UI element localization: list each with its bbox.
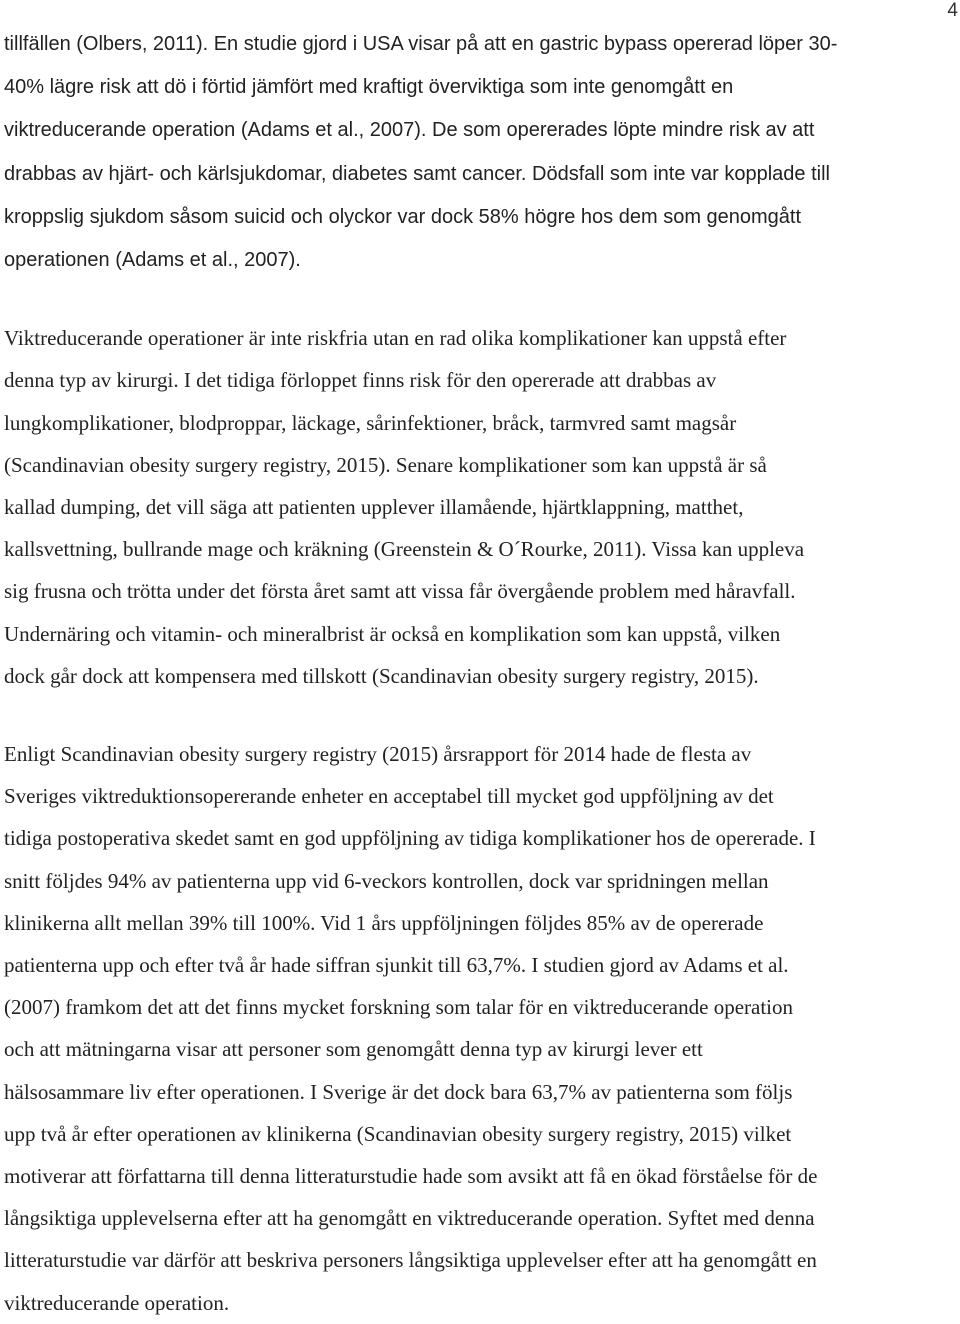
text-segment: klinikerna allt mellan 39% till 100%. Vid 1 års uppföljningen följdes 85% av de opererade	[4, 910, 764, 935]
text-line	[4, 22, 952, 65]
text-segment: tidiga postoperativa skedet samt en god uppföljning av tidiga komplikationer hos de opererade. I	[4, 826, 816, 851]
text-line	[4, 402, 952, 444]
text-segment: och att mätningarna visar att personer som genomgått denna typ av kirurgi lever ett	[4, 1037, 703, 1062]
text-line	[4, 944, 952, 986]
text-segment: patienterna upp och efter två år hade siffran sjunkit till 63,7%. I studien gjord av Adams et al.	[4, 953, 789, 978]
text-line	[4, 817, 952, 859]
text-segment: motiverar att författarna till denna litteraturstudie hade som avsikt att få en ökad förståelse för de	[4, 1164, 818, 1189]
text-line	[4, 238, 952, 281]
text-line	[4, 613, 952, 655]
text-line	[4, 65, 952, 108]
text-line	[4, 775, 952, 817]
text-segment: Undernäring och vitamin- och mineralbrist är också en komplikation som kan uppstå, vilken	[4, 621, 781, 646]
text-segment: Sveriges viktreduktionsopererande enheter en acceptabel till mycket god uppföljning av det	[4, 784, 774, 809]
body-text	[4, 22, 952, 1324]
text-line	[4, 108, 952, 151]
text-line	[4, 444, 952, 486]
text-line	[4, 986, 952, 1028]
page-number: 4	[947, 0, 958, 21]
text-line	[4, 570, 952, 612]
text-segment: sig frusna och trötta under det första året samt att vissa får övergående problem med håravfall.	[4, 579, 796, 604]
text-segment: operationen (Adams et al., 2007).	[4, 249, 301, 272]
text-segment: snitt följdes 94% av patienterna upp vid 6-veckors kontrollen, dock var spridningen mellan	[4, 868, 769, 893]
text-line	[4, 902, 952, 944]
text-segment: viktreducerande operation.	[4, 1290, 230, 1315]
text-line	[4, 1282, 952, 1324]
text-segment: viktreducerande operation (Adams et al., 2007). De som opererades löpte mindre risk av att	[4, 119, 815, 142]
text-line	[4, 733, 952, 775]
text-segment: Viktreducerande operationer är inte riskfria utan en rad olika komplikationer kan uppstå efter	[4, 326, 787, 351]
text-line	[4, 860, 952, 902]
text-line	[4, 1239, 952, 1281]
text-segment: drabbas av hjärt- och kärlsjukdomar, diabetes samt cancer. Dödsfall som inte var kopplade till	[4, 162, 830, 185]
text-line	[4, 1071, 952, 1113]
text-line	[4, 655, 952, 697]
paragraph-1	[4, 22, 952, 281]
text-segment: (2007) framkom det att det finns mycket forskning som talar för en viktreducerande operation	[4, 995, 793, 1020]
text-line	[4, 1113, 952, 1155]
text-line	[4, 528, 952, 570]
text-segment: långsiktiga upplevelserna efter att ha genomgått en viktreducerande operation. Syftet med denna	[4, 1206, 815, 1231]
text-segment: kroppslig sjukdom såsom suicid och olyckor var dock 58% högre hos dem som genomgått	[4, 205, 802, 228]
text-segment: (Scandinavian obesity surgery registry, 2015). Senare komplikationer som kan uppstå är så	[4, 452, 767, 477]
text-line	[4, 152, 952, 195]
text-segment: denna typ av kirurgi. I det tidiga förloppet finns risk för den opererade att drabbas av	[4, 368, 717, 393]
text-line	[4, 317, 952, 359]
text-segment: kallsvettning, bullrande mage och kräkning (Greenstein & O´Rourke, 2011). Vissa kan uppleva	[4, 537, 805, 562]
text-segment: litteraturstudie var därför att beskriva personers långsiktiga upplevelser efter att ha genomgått en	[4, 1248, 817, 1273]
text-segment: upp två år efter operationen av klinikerna (Scandinavian obesity surgery registry, 2015) vilket	[4, 1121, 792, 1146]
text-segment: tillfällen (Olbers, 2011). En studie gjord i USA visar på att en gastric bypass opererad löper 30-	[4, 33, 838, 55]
text-segment: 40% lägre risk att dö i förtid jämfört med kraftigt överviktiga som inte genomgått en	[4, 76, 734, 99]
text-segment: lungkomplikationer, blodproppar, läckage, sårinfektioner, bråck, tarmvred samt magsår	[4, 410, 737, 435]
text-line	[4, 1028, 952, 1070]
text-segment: Enligt Scandinavian obesity surgery registry (2015) årsrapport för 2014 hade de flesta av	[4, 742, 752, 767]
text-line	[4, 486, 952, 528]
paragraph-3	[4, 733, 952, 1324]
text-line	[4, 1197, 952, 1239]
paragraph-2	[4, 317, 952, 697]
text-line	[4, 359, 952, 401]
text-line	[4, 195, 952, 238]
text-segment: hälsosammare liv efter operationen. I Sverige är det dock bara 63,7% av patienterna som följs	[4, 1079, 793, 1104]
text-line	[4, 1155, 952, 1197]
text-segment: dock går dock att kompensera med tillskott (Scandinavian obesity surgery registry, 2015).	[4, 663, 759, 688]
text-segment: kallad dumping, det vill säga att patienten upplever illamående, hjärtklappning, matthet,	[4, 495, 744, 520]
